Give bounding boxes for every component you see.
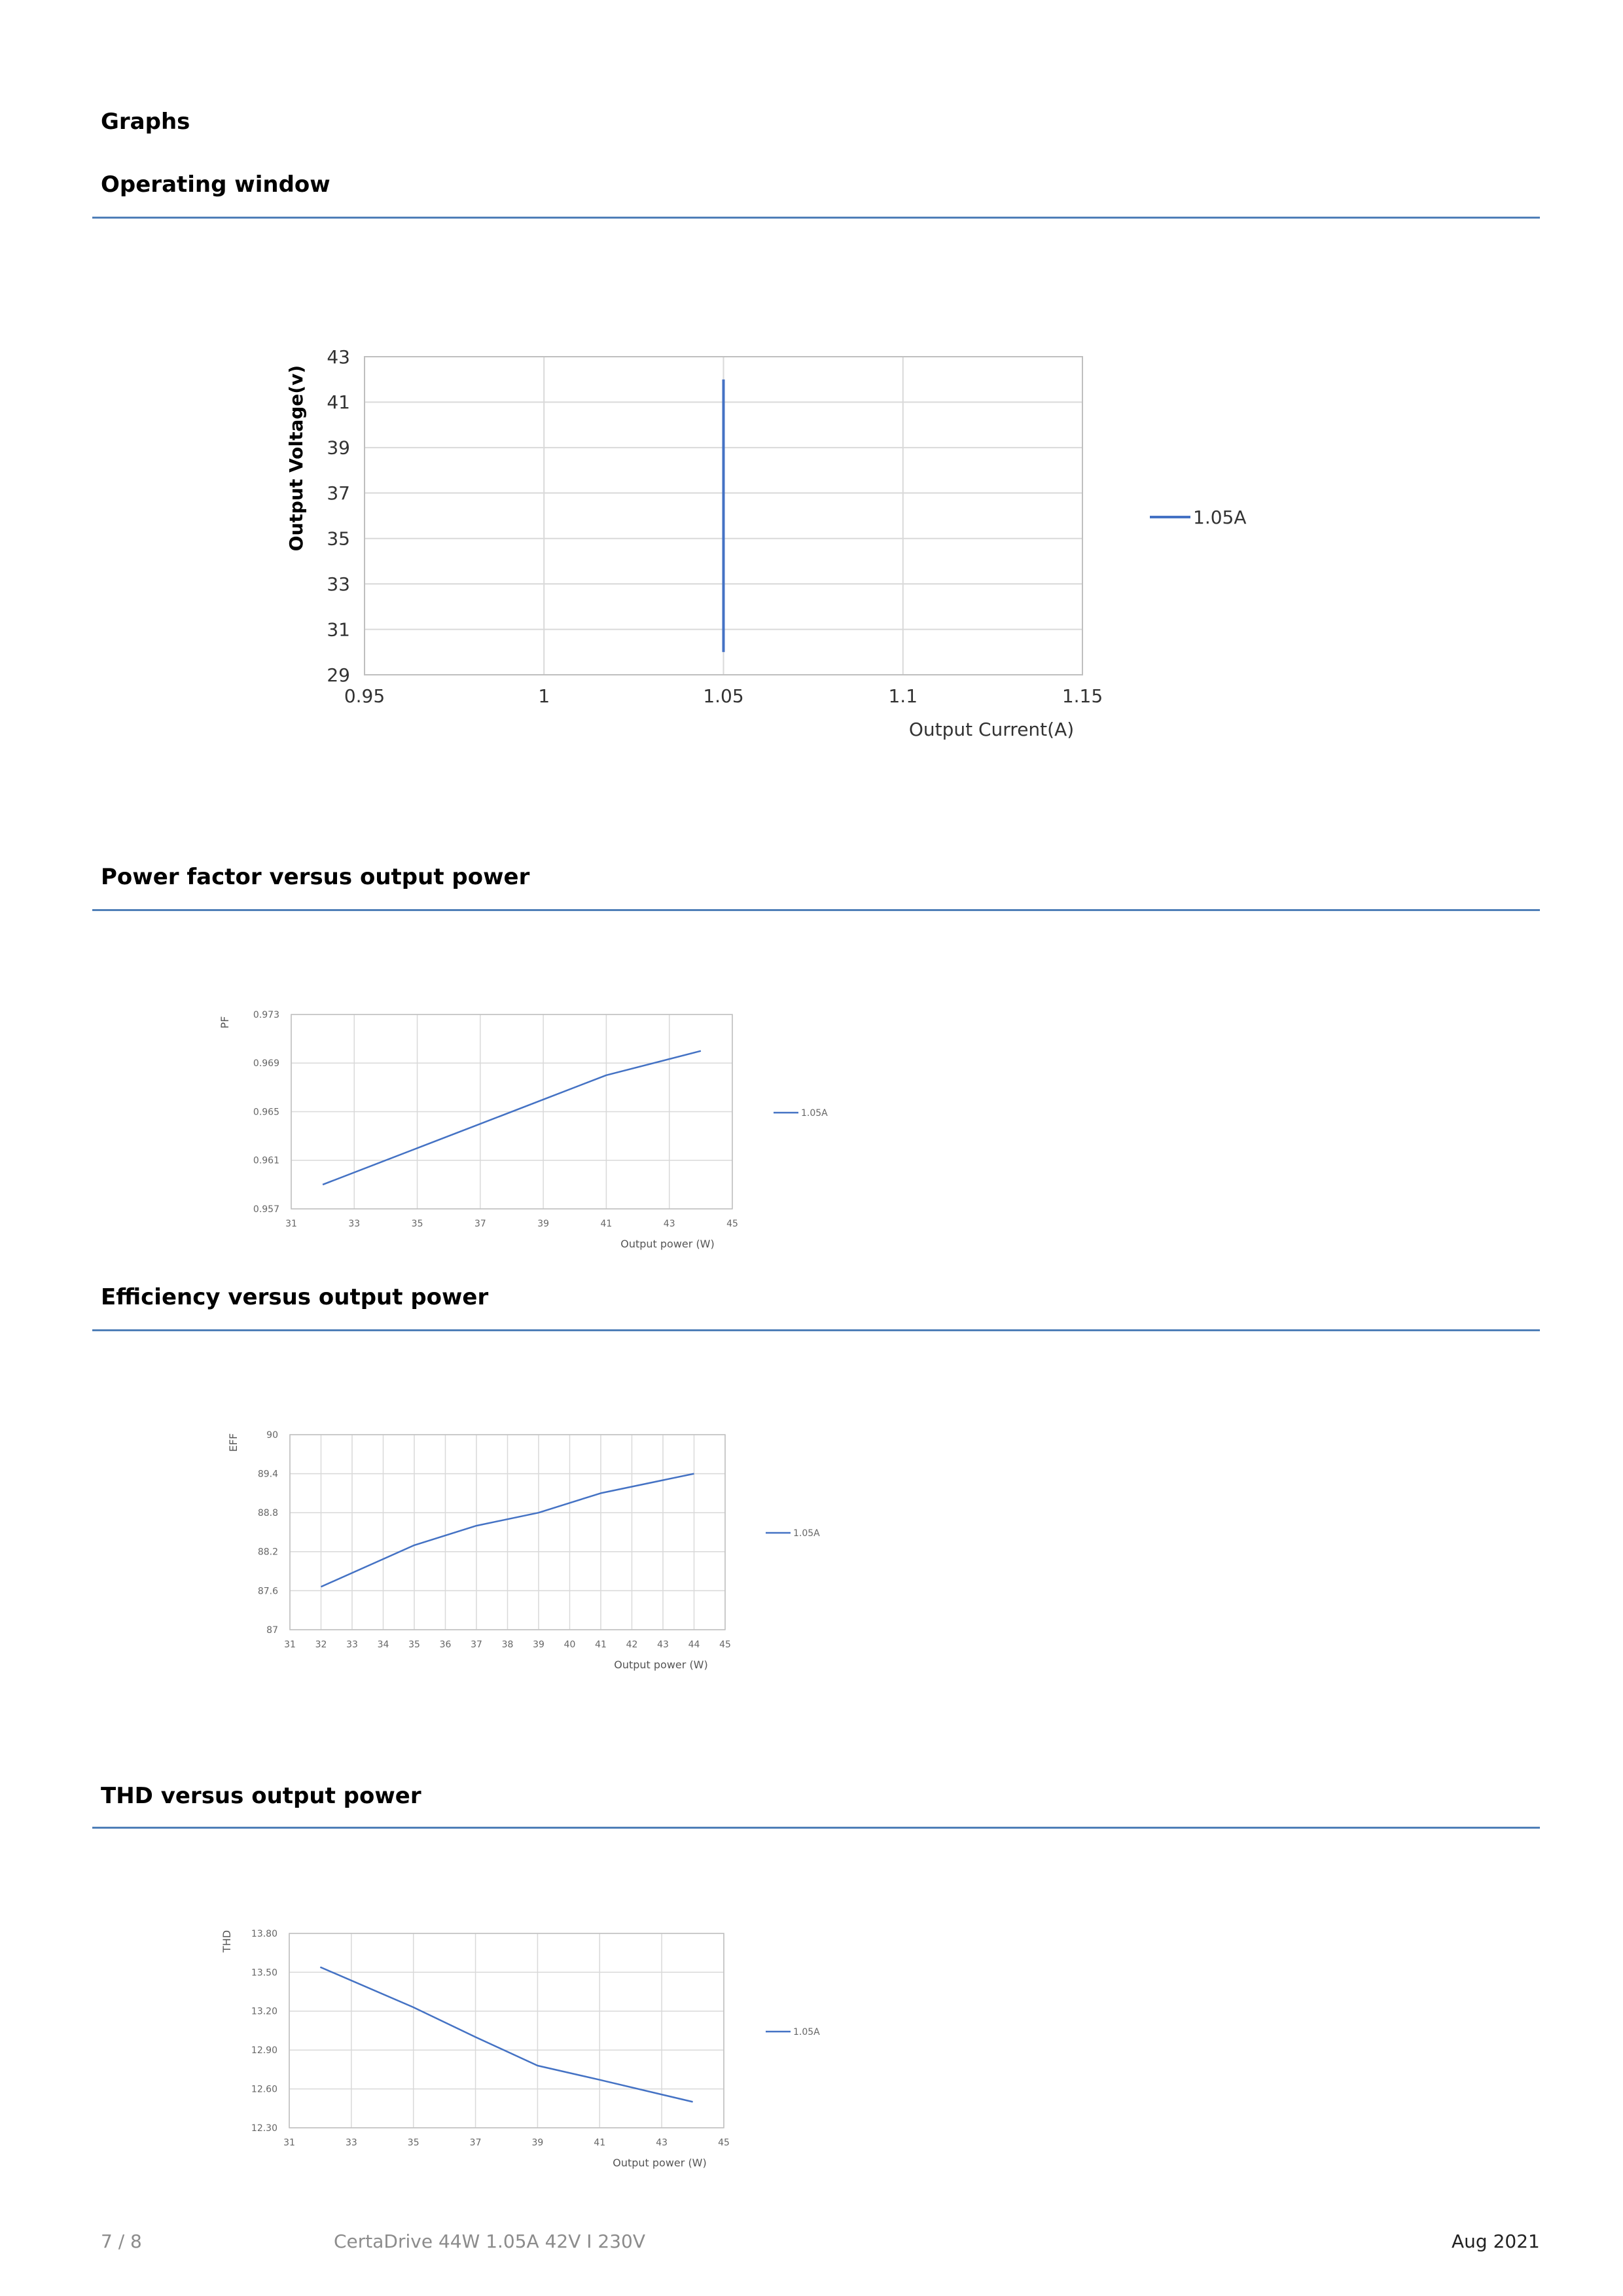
x-axis-label: Output Current(A): [908, 719, 1075, 740]
x-tick-label: 39: [533, 1640, 544, 1650]
y-tick-label: 39: [327, 437, 350, 459]
x-tick-label: 37: [471, 1640, 482, 1650]
section-title: Graphs: [101, 109, 190, 135]
x-tick-label: 35: [411, 1219, 423, 1229]
plot-frame: [289, 1933, 724, 2128]
x-tick-label: 45: [719, 1640, 731, 1650]
y-tick-label: 13.20: [251, 2006, 277, 2017]
y-tick-label: 12.30: [251, 2123, 277, 2134]
heading-efficiency: Efficiency versus output power: [101, 1284, 489, 1310]
x-axis-label: Output power (W): [620, 1238, 715, 1250]
y-tick-label: 89.4: [257, 1469, 278, 1480]
heading-operating-window: Operating window: [101, 171, 330, 198]
y-axis-label: Output Voltage(v): [285, 365, 307, 552]
y-tick-label: 88.8: [257, 1508, 278, 1519]
y-tick-label: 13.50: [251, 1967, 277, 1979]
x-tick-label: 31: [284, 1640, 296, 1650]
x-tick-label: 32: [315, 1640, 327, 1650]
x-tick-label: 33: [348, 1219, 361, 1229]
x-tick-label: 33: [346, 1640, 358, 1650]
x-tick-label: 37: [469, 2138, 482, 2148]
x-tick-label: 45: [726, 1219, 738, 1229]
y-tick-label: 33: [327, 573, 350, 595]
x-axis-label: Output power (W): [614, 1659, 708, 1671]
x-tick-label: 35: [407, 2138, 419, 2148]
y-tick-label: 37: [327, 482, 350, 505]
y-tick-label: 0.965: [253, 1107, 279, 1118]
y-tick-label: 35: [327, 528, 350, 550]
x-tick-label: 38: [501, 1640, 514, 1650]
y-tick-label: 29: [327, 664, 350, 686]
y-tick-label: 87.6: [257, 1586, 278, 1597]
series-line: [320, 1967, 692, 2102]
x-tick-label: 33: [345, 2138, 357, 2148]
x-tick-label: 1: [538, 685, 550, 707]
x-tick-label: 1.05: [703, 685, 744, 707]
x-tick-label: 0.95: [344, 685, 385, 707]
legend-label: 1.05A: [793, 2026, 820, 2037]
x-tick-label: 44: [688, 1640, 700, 1650]
x-tick-label: 43: [657, 1640, 669, 1650]
x-tick-label: 45: [718, 2138, 730, 2148]
x-tick-label: 31: [285, 1219, 297, 1229]
heading-power-factor: Power factor versus output power: [101, 864, 530, 890]
x-tick-label: 39: [537, 1219, 550, 1229]
legend-label: 1.05A: [801, 1107, 828, 1119]
y-axis-label: PF: [219, 1016, 231, 1029]
y-axis-label: THD: [221, 1929, 233, 1953]
x-tick-label: 41: [595, 1640, 607, 1650]
x-tick-label: 40: [563, 1640, 576, 1650]
x-tick-label: 1.15: [1061, 685, 1103, 707]
x-tick-label: 35: [408, 1640, 420, 1650]
x-tick-label: 41: [594, 2138, 606, 2148]
y-tick-label: 90: [266, 1429, 278, 1441]
x-tick-label: 36: [439, 1640, 452, 1650]
footer-product-name: CertaDrive 44W 1.05A 42V I 230V: [334, 2231, 646, 2252]
y-tick-label: 41: [327, 391, 350, 414]
x-axis-label: Output power (W): [613, 2157, 707, 2169]
footer-date: Aug 2021: [1452, 2231, 1540, 2252]
y-tick-label: 0.973: [253, 1009, 279, 1020]
y-tick-label: 12.60: [251, 2084, 277, 2095]
y-tick-label: 13.80: [251, 1928, 277, 1939]
x-tick-label: 1.1: [888, 685, 918, 707]
y-tick-label: 43: [327, 346, 350, 368]
x-tick-label: 42: [626, 1640, 638, 1650]
legend-label: 1.05A: [793, 1528, 820, 1539]
heading-thd: THD versus output power: [101, 1783, 421, 1809]
y-tick-label: 88.2: [257, 1547, 278, 1558]
x-tick-label: 34: [377, 1640, 389, 1650]
y-tick-label: 31: [327, 619, 350, 641]
x-tick-label: 43: [656, 2138, 668, 2148]
y-tick-label: 12.90: [251, 2045, 277, 2056]
footer-page-number: 7 / 8: [101, 2231, 142, 2252]
x-tick-label: 37: [474, 1219, 486, 1229]
y-tick-label: 0.961: [253, 1155, 279, 1166]
x-tick-label: 41: [600, 1219, 613, 1229]
legend-label: 1.05A: [1193, 506, 1247, 528]
y-tick-label: 0.969: [253, 1058, 279, 1069]
y-tick-label: 0.957: [253, 1204, 279, 1215]
x-tick-label: 31: [283, 2138, 295, 2148]
y-axis-label: EFF: [227, 1433, 240, 1452]
y-tick-label: 87: [266, 1624, 278, 1636]
x-tick-label: 43: [663, 1219, 675, 1229]
x-tick-label: 39: [531, 2138, 544, 2148]
